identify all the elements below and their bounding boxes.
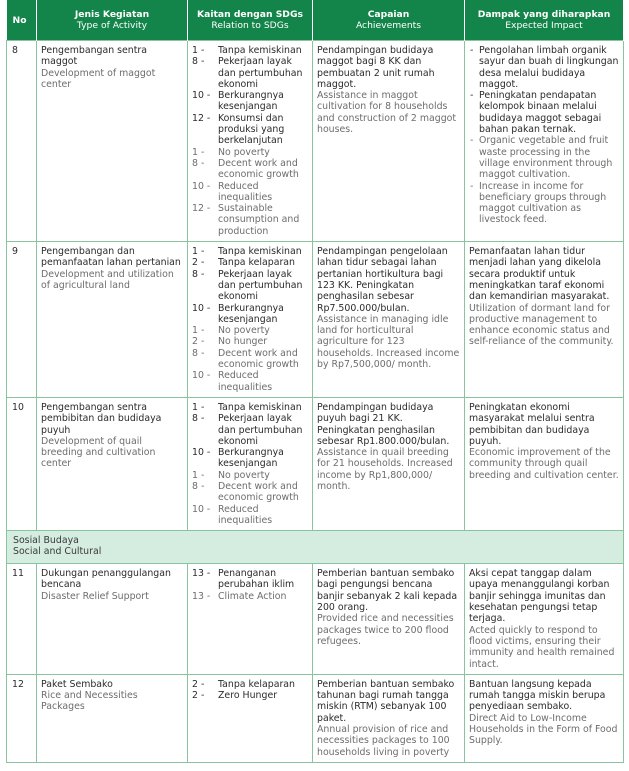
achievement-en: Assistance in quail breeding for 21 households. Increased income by Rp1,800,000/ month. bbox=[317, 447, 453, 492]
sdg-label: Pekerjaan layak dan pertumbuhan ekonomi bbox=[218, 413, 303, 447]
achievement-cell bbox=[313, 242, 465, 398]
header-impact bbox=[465, 0, 624, 41]
header-activity-en: Type of Activity bbox=[76, 20, 148, 31]
sdg-label: Tanpa kelaparan bbox=[218, 678, 295, 690]
sdg-item bbox=[192, 470, 308, 481]
sdg-label: Berkurangnya kesenjangan bbox=[218, 90, 284, 113]
activity-cell bbox=[37, 41, 188, 242]
impact-item: - Increase in income for beneficiary groups through maggot cultivation as livestock feed. bbox=[479, 181, 619, 226]
sdg-number: 1 - bbox=[192, 325, 205, 337]
sdg-label: Reduced inequalities bbox=[218, 180, 273, 203]
achievement-id: Pendampingan budidaya puyuh bagi 21 KK. Peningkatan penghasilan sebesar Rp1.800.000/bulan. bbox=[317, 401, 450, 447]
sdg-number: 1 - bbox=[192, 469, 205, 481]
sdg-cell bbox=[188, 564, 313, 675]
sdg-number: 10 - bbox=[192, 503, 211, 515]
achievement-cell bbox=[313, 41, 465, 242]
impact-cell bbox=[465, 397, 624, 530]
row-number: 12 bbox=[12, 678, 24, 690]
sdg-label: Berkurangnya kesenjangan bbox=[218, 302, 284, 325]
sdg-number: 1 - bbox=[192, 401, 205, 413]
sdg-number: 12 - bbox=[192, 112, 211, 124]
text-block: Direct Aid to Low-Income Households in the Form of Food Supply. bbox=[469, 712, 618, 747]
sdg-item bbox=[192, 269, 308, 303]
sdg-label: Tanpa kemiskinan bbox=[218, 401, 302, 413]
text-block: Pemanfaatan lahan tidur menjadi lahan yang dikelola secara produktif untuk meningkatkan taraf ekonomi dan kemandirian masyarakat. bbox=[469, 246, 610, 303]
sdg-item bbox=[192, 568, 308, 591]
header-ach-en: Achievements bbox=[355, 20, 422, 31]
activity-en: Development of quail breeding and cultivation center bbox=[41, 435, 156, 470]
sdg-label: Tanpa kemiskinan bbox=[218, 45, 302, 56]
sdg-number: 12 - bbox=[192, 203, 211, 215]
activity-id: Pengembangan dan pemanfaatan lahan pertanian bbox=[41, 246, 181, 269]
header-impact-id: Dampak yang diharapkan bbox=[477, 9, 611, 20]
sdg-label: Pekerjaan layak dan pertumbuhan ekonomi bbox=[218, 56, 303, 90]
row-number-cell bbox=[7, 41, 37, 242]
text-block: Bantuan langsung kepada rumah tangga miskin berupa penyediaan sembako. bbox=[469, 678, 606, 713]
sdg-number: 1 - bbox=[192, 246, 205, 258]
activity-id: Pengembangan sentra maggot bbox=[41, 45, 148, 68]
sdg-label: Climate Action bbox=[218, 590, 287, 602]
sdg-number: 1 - bbox=[192, 45, 205, 56]
sdg-item bbox=[192, 158, 308, 181]
sdg-number: 8 - bbox=[192, 413, 205, 425]
row-number: 11 bbox=[12, 568, 24, 580]
text-block: Peningkatan ekonomi masyarakat melalui sentra pembibitan dan budidaya puyuh. bbox=[469, 401, 595, 447]
table-row bbox=[7, 397, 624, 530]
sdg-item bbox=[192, 348, 308, 371]
sdg-label: Zero Hunger bbox=[218, 690, 278, 702]
header-activity bbox=[37, 0, 188, 41]
section-title-cell bbox=[7, 531, 624, 564]
sdg-label: Decent work and economic growth bbox=[218, 347, 299, 371]
sdg-item bbox=[192, 56, 308, 90]
row-number-cell bbox=[7, 397, 37, 530]
sdg-item bbox=[192, 325, 308, 336]
sdg-item bbox=[192, 591, 308, 602]
header-activity-id: Jenis Kegiatan bbox=[74, 9, 150, 20]
sdg-item bbox=[192, 303, 308, 326]
activity-cell bbox=[37, 242, 188, 398]
row-number-cell bbox=[7, 564, 37, 675]
achievement-id: Pemberian bantuan sembako bagi pengungsi bencana banjir sebanyak 2 kali kepada 200 orang. bbox=[317, 568, 458, 614]
header-no: No bbox=[7, 0, 37, 41]
impact-cell bbox=[465, 41, 624, 242]
sdg-cell bbox=[188, 242, 313, 398]
activity-en: Disaster Relief Support bbox=[41, 590, 149, 602]
sdg-number: 10 - bbox=[192, 302, 211, 314]
row-number-cell bbox=[7, 674, 37, 762]
section-title-en: Social and Cultural bbox=[13, 546, 102, 558]
sdg-number: 1 - bbox=[192, 146, 205, 158]
row-number-cell bbox=[7, 242, 37, 398]
sdg-item bbox=[192, 370, 308, 393]
activity-en: Rice and Necessities Packages bbox=[41, 690, 138, 713]
sdg-cell bbox=[188, 397, 313, 530]
sdg-item bbox=[192, 679, 308, 690]
text-block: Utilization of dormant land for productive management to enhance economic status and self-reliance of the community. bbox=[469, 302, 614, 348]
sdg-number: 8 - bbox=[192, 268, 205, 280]
sdg-label: Tanpa kelaparan bbox=[218, 257, 295, 269]
sdg-item bbox=[192, 481, 308, 504]
sdg-label: Sustainable consumption and production bbox=[218, 203, 300, 237]
impact-item: - Peningkatan pendapatan kelompok binaan melalui budidaya maggot sebagai bahan pakan ternak. bbox=[479, 90, 619, 135]
table-row bbox=[7, 242, 624, 398]
sdg-number: 10 - bbox=[192, 180, 211, 192]
sdg-label: Konsumsi dan produksi yang berkelanjutan bbox=[218, 112, 285, 147]
impact-cell bbox=[465, 564, 624, 675]
sdg-number: 10 - bbox=[192, 370, 211, 382]
sdg-number: 2 - bbox=[192, 336, 205, 348]
table-body bbox=[7, 41, 624, 763]
sdg-label: Decent work and economic growth bbox=[218, 157, 299, 181]
sdg-number: 13 - bbox=[192, 568, 211, 580]
header-achievements bbox=[313, 0, 465, 41]
achievement-en: Assistance in maggot cultivation for 8 households and construction of 2 maggot houses. bbox=[317, 90, 457, 136]
sdg-label: Penanganan perubahan iklim bbox=[218, 568, 295, 591]
sdg-item bbox=[192, 203, 308, 237]
sdg-number: 2 - bbox=[192, 678, 205, 690]
activity-id: Dukungan penanggulangan bencana bbox=[41, 568, 171, 591]
header-sdg bbox=[188, 0, 313, 41]
impact-item: - Organic vegetable and fruit waste processing in the village environment through maggot cultivation. bbox=[479, 135, 619, 180]
sdg-number: 8 - bbox=[192, 480, 205, 492]
header-impact-en: Expected Impact bbox=[505, 20, 583, 31]
activity-id: Pengembangan sentra pembibitan dan budidaya puyuh bbox=[41, 401, 162, 436]
sdg-item bbox=[192, 147, 308, 158]
table-row bbox=[7, 674, 624, 762]
sdg-item bbox=[192, 447, 308, 470]
activity-en: Development and utilization of agricultural land bbox=[41, 268, 174, 291]
sdg-item bbox=[192, 413, 308, 447]
sdg-label: Reduced inequalities bbox=[218, 503, 273, 526]
achievement-en: Annual provision of rice and necessities packages to 100 households living in poverty bbox=[317, 724, 450, 758]
sdg-label: Pekerjaan layak dan pertumbuhan ekonomi bbox=[218, 268, 303, 303]
achievement-id: Pemberian bantuan sembako tahunan bagi rumah tangga miskin (RTM) sebanyak 100 paket. bbox=[317, 678, 455, 724]
table-row bbox=[7, 41, 624, 242]
sdg-number: 10 - bbox=[192, 90, 211, 102]
activity-cell bbox=[37, 564, 188, 675]
text-block: Acted quickly to respond to flood victims, ensuring their immunity and health remained intact. bbox=[469, 624, 615, 670]
sdg-label: Tanpa kemiskinan bbox=[218, 246, 302, 258]
sdg-item bbox=[192, 181, 308, 204]
sdg-item bbox=[192, 246, 308, 257]
sdg-item bbox=[192, 90, 308, 113]
row-number: 10 bbox=[12, 401, 24, 413]
table-header-row bbox=[7, 0, 624, 41]
sdg-label: No hunger bbox=[218, 336, 268, 348]
sdg-label: Reduced inequalities bbox=[218, 370, 273, 393]
sdg-cell bbox=[188, 41, 313, 242]
activity-en: Development of maggot center bbox=[41, 67, 156, 90]
sdg-label: No poverty bbox=[218, 469, 270, 481]
sdg-cell bbox=[188, 674, 313, 762]
sdg-label: No poverty bbox=[218, 325, 270, 337]
table-row bbox=[7, 564, 624, 675]
achievement-cell bbox=[313, 397, 465, 530]
sdg-number: 10 - bbox=[192, 447, 211, 459]
text-block: Aksi cepat tanggap dalam upaya menanggulangi korban banjir sehingga imunitas dan kesehatan pengungsi tetap terjaga. bbox=[469, 568, 610, 625]
achievement-id: Pendampingan pengelolaan lahan tidur sebagai lahan pertanian hortikultura bagi 123 KK. Peningkatan penghasilan sebesar Rp7.500.000/bulan. bbox=[317, 246, 448, 314]
sdg-label: No poverty bbox=[218, 146, 270, 158]
sdg-label: Berkurangnya kesenjangan bbox=[218, 447, 284, 470]
header-ach-id: Capaian bbox=[367, 9, 410, 20]
sdg-item bbox=[192, 690, 308, 701]
activity-cell bbox=[37, 674, 188, 762]
section-row bbox=[7, 531, 624, 564]
sdg-item bbox=[192, 504, 308, 527]
achievement-cell bbox=[313, 564, 465, 675]
sdg-number: 13 - bbox=[192, 590, 211, 602]
row-number: 8 bbox=[12, 45, 18, 56]
achievement-id: Pendampingan budidaya maggot bagi 8 KK dan pembuatan 2 unit rumah maggot. bbox=[317, 45, 435, 90]
impact-list bbox=[469, 135, 619, 225]
csr-activity-table bbox=[6, 0, 624, 763]
sdg-item bbox=[192, 257, 308, 268]
achievement-cell bbox=[313, 674, 465, 762]
sdg-item bbox=[192, 336, 308, 347]
header-sdg-id: Kaitan dengan SDGs bbox=[197, 9, 303, 20]
impact-item: - Pengolahan limbah organik sayur dan buah di lingkungan desa melalui budidaya maggot. bbox=[479, 45, 619, 90]
row-number: 9 bbox=[12, 246, 18, 258]
sdg-number: 8 - bbox=[192, 347, 205, 359]
impact-cell bbox=[465, 674, 624, 762]
activity-cell bbox=[37, 397, 188, 530]
activity-id: Paket Sembako bbox=[41, 678, 113, 690]
sdg-label: Decent work and economic growth bbox=[218, 480, 299, 504]
section-title-id: Sosial Budaya bbox=[13, 535, 79, 547]
impact-list bbox=[469, 45, 619, 135]
text-block: Economic improvement of the community through quail breeding and cultivation center. bbox=[469, 447, 619, 481]
sdg-item bbox=[192, 113, 308, 147]
impact-cell bbox=[465, 242, 624, 398]
sdg-item bbox=[192, 402, 308, 413]
sdg-item bbox=[192, 45, 308, 56]
sdg-number: 8 - bbox=[192, 56, 205, 68]
header-sdg-en: Relation to SDGs bbox=[211, 20, 289, 31]
sdg-number: 2 - bbox=[192, 257, 205, 269]
achievement-en: Provided rice and necessities packages twice to 200 flood refugees. bbox=[317, 613, 454, 647]
achievement-en: Assistance in managing idle land for horticultural agriculture for 123 households. Increased income by Rp7,500,000/ month. bbox=[317, 313, 460, 371]
sdg-number: 8 - bbox=[192, 157, 205, 169]
sdg-number: 2 - bbox=[192, 690, 205, 702]
